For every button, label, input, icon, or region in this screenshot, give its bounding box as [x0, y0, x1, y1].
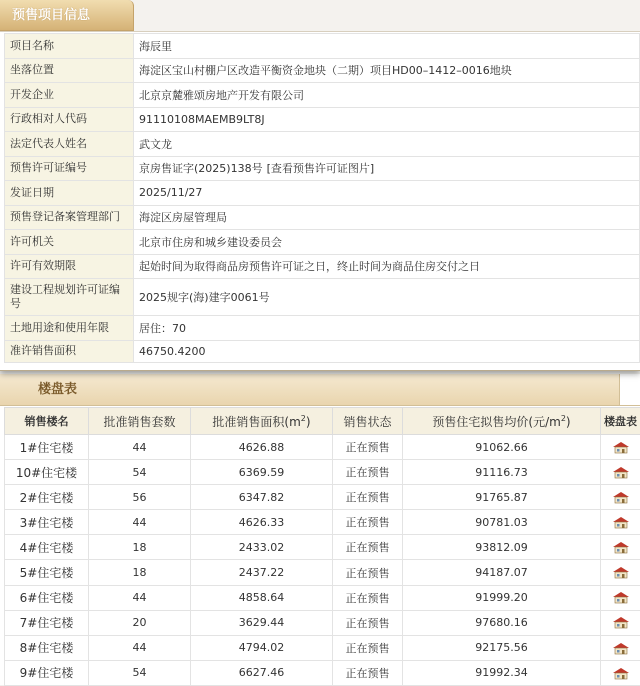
approved-units: 56 — [89, 485, 191, 510]
info-value — [134, 230, 640, 255]
house-icon[interactable] — [612, 566, 630, 579]
building-table-link[interactable] — [601, 585, 640, 610]
header-edge — [619, 374, 640, 405]
info-row — [5, 316, 640, 341]
col-header-icon: 楼盘表 — [601, 408, 640, 435]
building-table-link[interactable] — [601, 610, 640, 635]
tab-presale-info[interactable]: 预售项目信息 — [0, 0, 134, 31]
sale-status: 正在预售 — [333, 635, 403, 660]
info-row — [5, 156, 640, 181]
info-value-text: 居住：70 — [139, 322, 186, 335]
col-header-price: 预售住宅拟售均价(元$/m^2$) — [403, 408, 601, 435]
building-name: 8#住宅楼 — [5, 635, 89, 660]
building-name: 6#住宅楼 — [5, 585, 89, 610]
avg-price: 91999.20 — [403, 585, 601, 610]
approved-units: 18 — [89, 560, 191, 585]
table-row — [5, 435, 640, 460]
building-name: 10#住宅楼 — [5, 460, 89, 485]
info-value — [134, 107, 640, 132]
info-value — [134, 316, 640, 341]
info-value-text: 2025规字(海)建字0061号 — [139, 291, 270, 304]
house-icon[interactable] — [612, 642, 630, 655]
house-icon[interactable] — [612, 591, 630, 604]
house-icon[interactable] — [612, 541, 630, 554]
building-name: 2#住宅楼 — [5, 485, 89, 510]
info-value-text: 2025/11/27 — [139, 186, 202, 199]
approved-area: 4794.02 — [191, 635, 333, 660]
sale-status: 正在预售 — [333, 510, 403, 535]
approved-area: 6369.59 — [191, 460, 333, 485]
info-row — [5, 58, 640, 83]
info-label: 行政相对人代码 — [5, 107, 134, 132]
info-label: 建设工程规划许可证编号 — [5, 279, 134, 316]
approved-units: 54 — [89, 660, 191, 685]
info-value-text: 起始时间为取得商品房预售许可证之日，终止时间为商品住房交付之日 — [139, 260, 480, 273]
building-name: 9#住宅楼 — [5, 660, 89, 685]
avg-price: 91116.73 — [403, 460, 601, 485]
table-row — [5, 560, 640, 585]
building-name: 4#住宅楼 — [5, 535, 89, 560]
table-row — [5, 585, 640, 610]
info-value-text: 海辰里 — [139, 40, 172, 53]
info-label: 发证日期 — [5, 181, 134, 206]
info-value — [134, 58, 640, 83]
table-row — [5, 535, 640, 560]
sale-status: 正在预售 — [333, 660, 403, 685]
view-permit-image-link[interactable]: [查看预售许可证图片] — [267, 162, 375, 175]
info-row — [5, 181, 640, 206]
building-table-link[interactable] — [601, 460, 640, 485]
info-value-text: 91110108MAEMB9LT8J — [139, 113, 265, 126]
table-row — [5, 510, 640, 535]
info-row — [5, 254, 640, 279]
sale-status: 正在预售 — [333, 485, 403, 510]
info-value — [134, 205, 640, 230]
info-value-text: 海淀区宝山村棚户区改造平衡资金地块（二期）项目HD00–1412–0016地块 — [139, 64, 512, 77]
info-label: 项目名称 — [5, 34, 134, 59]
info-label: 准许销售面积 — [5, 340, 134, 362]
col-header-area: 批准销售面积$(m^2)$ — [191, 408, 333, 435]
info-value — [134, 83, 640, 108]
building-table-header — [0, 374, 640, 406]
info-label: 预售许可证编号 — [5, 156, 134, 181]
info-value — [134, 340, 640, 362]
info-value-text: 武文龙 — [139, 138, 172, 151]
avg-price: 91062.66 — [403, 435, 601, 460]
avg-price: 97680.16 — [403, 610, 601, 635]
building-name: 1#住宅楼 — [5, 435, 89, 460]
info-row — [5, 107, 640, 132]
building-name: 5#住宅楼 — [5, 560, 89, 585]
info-value — [134, 156, 640, 181]
avg-price: 93812.09 — [403, 535, 601, 560]
table-row — [5, 660, 640, 685]
info-label: 许可机关 — [5, 230, 134, 255]
col-header-units: 批准销售套数 — [89, 408, 191, 435]
house-icon[interactable] — [612, 491, 630, 504]
building-table-link[interactable] — [601, 560, 640, 585]
info-value-text: 京房售证字(2025)138号 — [139, 162, 263, 175]
approved-area: 4858.64 — [191, 585, 333, 610]
info-value — [134, 34, 640, 59]
approved-area: 2433.02 — [191, 535, 333, 560]
info-label: 土地用途和使用年限 — [5, 316, 134, 341]
info-row — [5, 34, 640, 59]
building-table — [4, 407, 640, 686]
info-value-text: 46750.4200 — [139, 345, 205, 358]
building-table-link[interactable] — [601, 485, 640, 510]
info-value — [134, 132, 640, 157]
sale-status: 正在预售 — [333, 585, 403, 610]
building-table-link[interactable] — [601, 635, 640, 660]
presale-info-tabbar — [0, 0, 640, 32]
info-row — [5, 340, 640, 362]
col-header-status: 销售状态 — [333, 408, 403, 435]
approved-units: 20 — [89, 610, 191, 635]
info-label: 预售登记备案管理部门 — [5, 205, 134, 230]
building-table-link[interactable] — [601, 435, 640, 460]
building-name: 3#住宅楼 — [5, 510, 89, 535]
approved-area: 4626.33 — [191, 510, 333, 535]
approved-area: 3629.44 — [191, 610, 333, 635]
building-table-title: 楼盘表 — [38, 374, 77, 406]
info-row — [5, 279, 640, 316]
approved-units: 18 — [89, 535, 191, 560]
approved-units: 44 — [89, 435, 191, 460]
sale-status: 正在预售 — [333, 535, 403, 560]
info-value — [134, 254, 640, 279]
approved-units: 54 — [89, 460, 191, 485]
sale-status: 正在预售 — [333, 460, 403, 485]
sale-status: 正在预售 — [333, 610, 403, 635]
info-value-text: 北京市住房和城乡建设委员会 — [139, 236, 282, 249]
approved-area: 6347.82 — [191, 485, 333, 510]
table-row — [5, 460, 640, 485]
approved-area: 2437.22 — [191, 560, 333, 585]
approved-units: 44 — [89, 635, 191, 660]
approved-area: 6627.46 — [191, 660, 333, 685]
approved-units: 44 — [89, 510, 191, 535]
table-row — [5, 635, 640, 660]
avg-price: 91992.34 — [403, 660, 601, 685]
building-table-link[interactable] — [601, 535, 640, 560]
info-value-text: 海淀区房屋管理局 — [139, 211, 227, 224]
info-label: 开发企业 — [5, 83, 134, 108]
avg-price: 91765.87 — [403, 485, 601, 510]
info-value-text: 北京京麓雅颂房地产开发有限公司 — [139, 89, 304, 102]
house-icon[interactable] — [612, 466, 630, 479]
info-label: 许可有效期限 — [5, 254, 134, 279]
approved-area: 4626.88 — [191, 435, 333, 460]
house-icon[interactable] — [612, 516, 630, 529]
approved-units: 44 — [89, 585, 191, 610]
presale-info-table — [4, 33, 640, 363]
info-row — [5, 205, 640, 230]
info-value — [134, 181, 640, 206]
building-name: 7#住宅楼 — [5, 610, 89, 635]
avg-price: 92175.56 — [403, 635, 601, 660]
info-value — [134, 279, 640, 316]
info-row — [5, 83, 640, 108]
col-header-name: 销售楼名 — [5, 408, 89, 435]
avg-price: 90781.03 — [403, 510, 601, 535]
building-table-link[interactable] — [601, 510, 640, 535]
info-row — [5, 230, 640, 255]
info-label: 法定代表人姓名 — [5, 132, 134, 157]
house-icon[interactable] — [612, 441, 630, 454]
house-icon[interactable] — [612, 616, 630, 629]
sale-status: 正在预售 — [333, 560, 403, 585]
sale-status: 正在预售 — [333, 435, 403, 460]
house-icon[interactable] — [612, 667, 630, 680]
table-row — [5, 610, 640, 635]
avg-price: 94187.07 — [403, 560, 601, 585]
building-table-header-row — [5, 408, 640, 435]
table-row — [5, 485, 640, 510]
info-label: 坐落位置 — [5, 58, 134, 83]
building-table-link[interactable] — [601, 660, 640, 685]
info-row — [5, 132, 640, 157]
building-table-panel — [0, 374, 640, 685]
